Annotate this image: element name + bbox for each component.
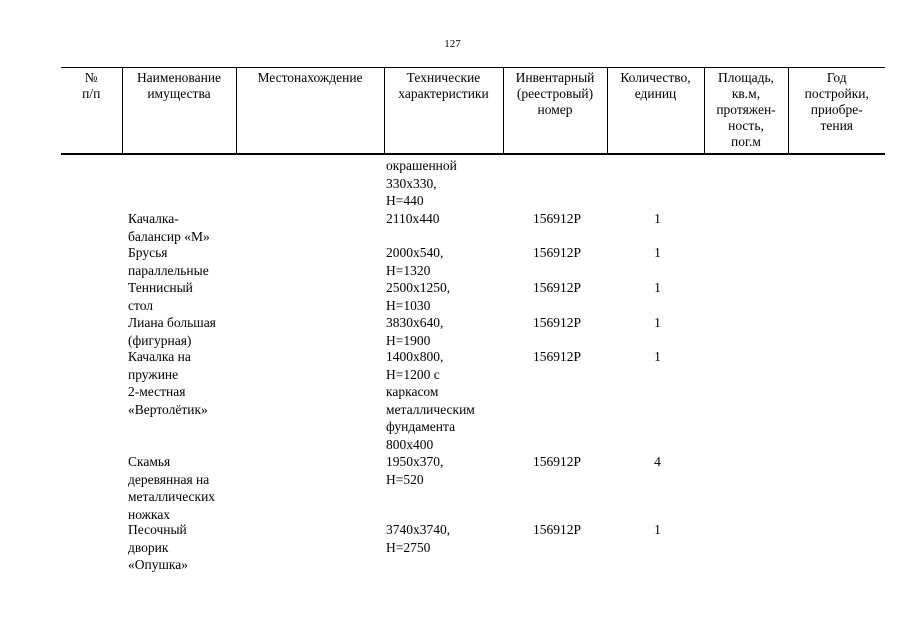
item-inventory: 156912Р (532, 522, 581, 537)
item-quantity: 1 (654, 315, 661, 330)
item-inventory: 156912Р (532, 454, 581, 469)
item-quantity: 4 (654, 454, 661, 469)
header-area: Площадь, кв.м, протяжен- ность, пог.м (704, 68, 788, 155)
header-name: Наименование имущества (122, 68, 236, 155)
item-name: Лиана большая (фигурная) (128, 315, 216, 348)
item-inventory: 156912Р (532, 315, 581, 330)
item-tech: 1400х800, Н=1200 с каркасом металлическим фундамента 800х400 (386, 349, 475, 452)
header-tech: Технические характеристики (384, 68, 503, 155)
header-quantity: Количество, единиц (607, 68, 704, 155)
item-name: Скамья деревянная на металлических ножках (128, 454, 216, 522)
item-tech: 1950х370, Н=520 (386, 454, 444, 487)
header-inventory: Инвентарный (реестровый) номер (503, 68, 607, 155)
item-name: Брусья параллельные (128, 245, 209, 278)
item-tech: 2000х540, Н=1320 (386, 245, 444, 278)
table-header (61, 67, 885, 155)
item-quantity: 1 (654, 349, 661, 364)
item-name: Качалка- балансир «М» (128, 211, 210, 244)
item-inventory: 156912Р (532, 349, 581, 364)
header-number: № п/п (61, 68, 122, 155)
item-quantity: 1 (654, 280, 661, 295)
item-tech: 2110х440 (386, 211, 440, 226)
item-tech: 3740х3740, Н=2750 (386, 522, 451, 555)
item-tech: 2500х1250, Н=1030 (386, 280, 451, 313)
item-inventory: 156912Р (532, 245, 581, 260)
item-inventory: 156912Р (532, 211, 581, 226)
item-name: Теннисный стол (128, 280, 193, 313)
item-name: Песочный дворик «Опушка» (128, 522, 188, 572)
item-name: Качалка на пружине 2-местная «Вертолётик» (128, 349, 208, 417)
continuation-tech: окрашенной 330х330, Н=440 (386, 158, 457, 208)
item-inventory: 156912Р (532, 280, 581, 295)
item-tech: 3830х640, Н=1900 (386, 315, 444, 348)
item-quantity: 1 (654, 211, 661, 226)
header-year: Год постройки, приобре- тения (788, 68, 885, 155)
item-quantity: 1 (654, 245, 661, 260)
header-location: Местонахождение (236, 68, 384, 155)
page-number: 127 (444, 38, 461, 50)
item-quantity: 1 (654, 522, 661, 537)
